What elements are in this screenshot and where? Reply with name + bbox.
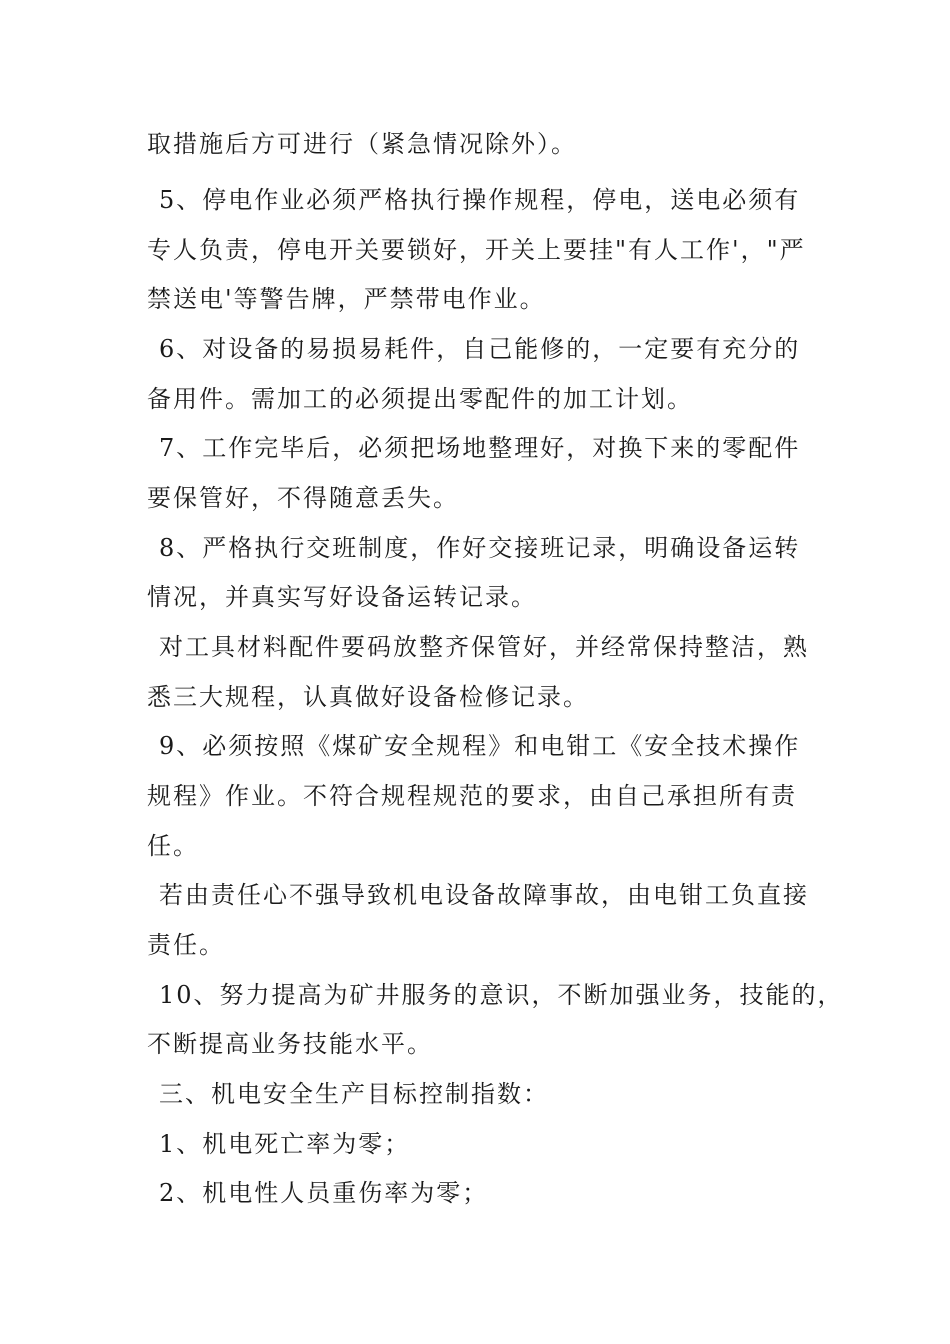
text-line: 取措施后方可进行（紧急情况除外）。 (147, 130, 577, 158)
text-line: 8、严格执行交班制度，作好交接班记录，明确设备运转 (159, 534, 801, 562)
text-line: 6、对设备的易损易耗件，自己能修的，一定要有充分的 (159, 335, 801, 363)
text-line: 备用件。需加工的必须提出零配件的加工计划。 (147, 385, 693, 413)
text-line: 专人负责，停电开关要锁好，开关上要挂"有人工作'，"严 (147, 236, 806, 264)
section-heading: 三、机电安全生产目标控制指数： (159, 1080, 549, 1108)
text-line: 悉三大规程，认真做好设备检修记录。 (147, 683, 589, 711)
text-line: 要保管好，不得随意丢失。 (147, 484, 459, 512)
text-line: 1、机电死亡率为零； (159, 1130, 411, 1158)
text-line: 禁送电'等警告牌，严禁带电作业。 (147, 285, 546, 313)
text-line: 10、努力提高为矿井服务的意识，不断加强业务，技能的， (159, 981, 844, 1009)
text-line: 规程》作业。不符合规程规范的要求，由自己承担所有责 (147, 782, 797, 810)
text-line: 任。 (147, 832, 199, 860)
text-line: 7、工作完毕后，必须把场地整理好，对换下来的零配件 (159, 434, 801, 462)
text-line: 5、停电作业必须严格执行操作规程，停电，送电必须有 (159, 186, 801, 214)
text-line: 2、机电性人员重伤率为零； (159, 1179, 489, 1207)
text-line: 对工具材料配件要码放整齐保管好，并经常保持整洁，熟 (159, 633, 809, 661)
text-line: 若由责任心不强导致机电设备故障事故，由电钳工负直接 (159, 881, 809, 909)
text-line: 不断提高业务技能水平。 (147, 1030, 433, 1058)
text-line: 情况，并真实写好设备运转记录。 (147, 583, 537, 611)
text-line: 9、必须按照《煤矿安全规程》和电钳工《安全技术操作 (159, 732, 801, 760)
text-line: 责任。 (147, 931, 225, 959)
